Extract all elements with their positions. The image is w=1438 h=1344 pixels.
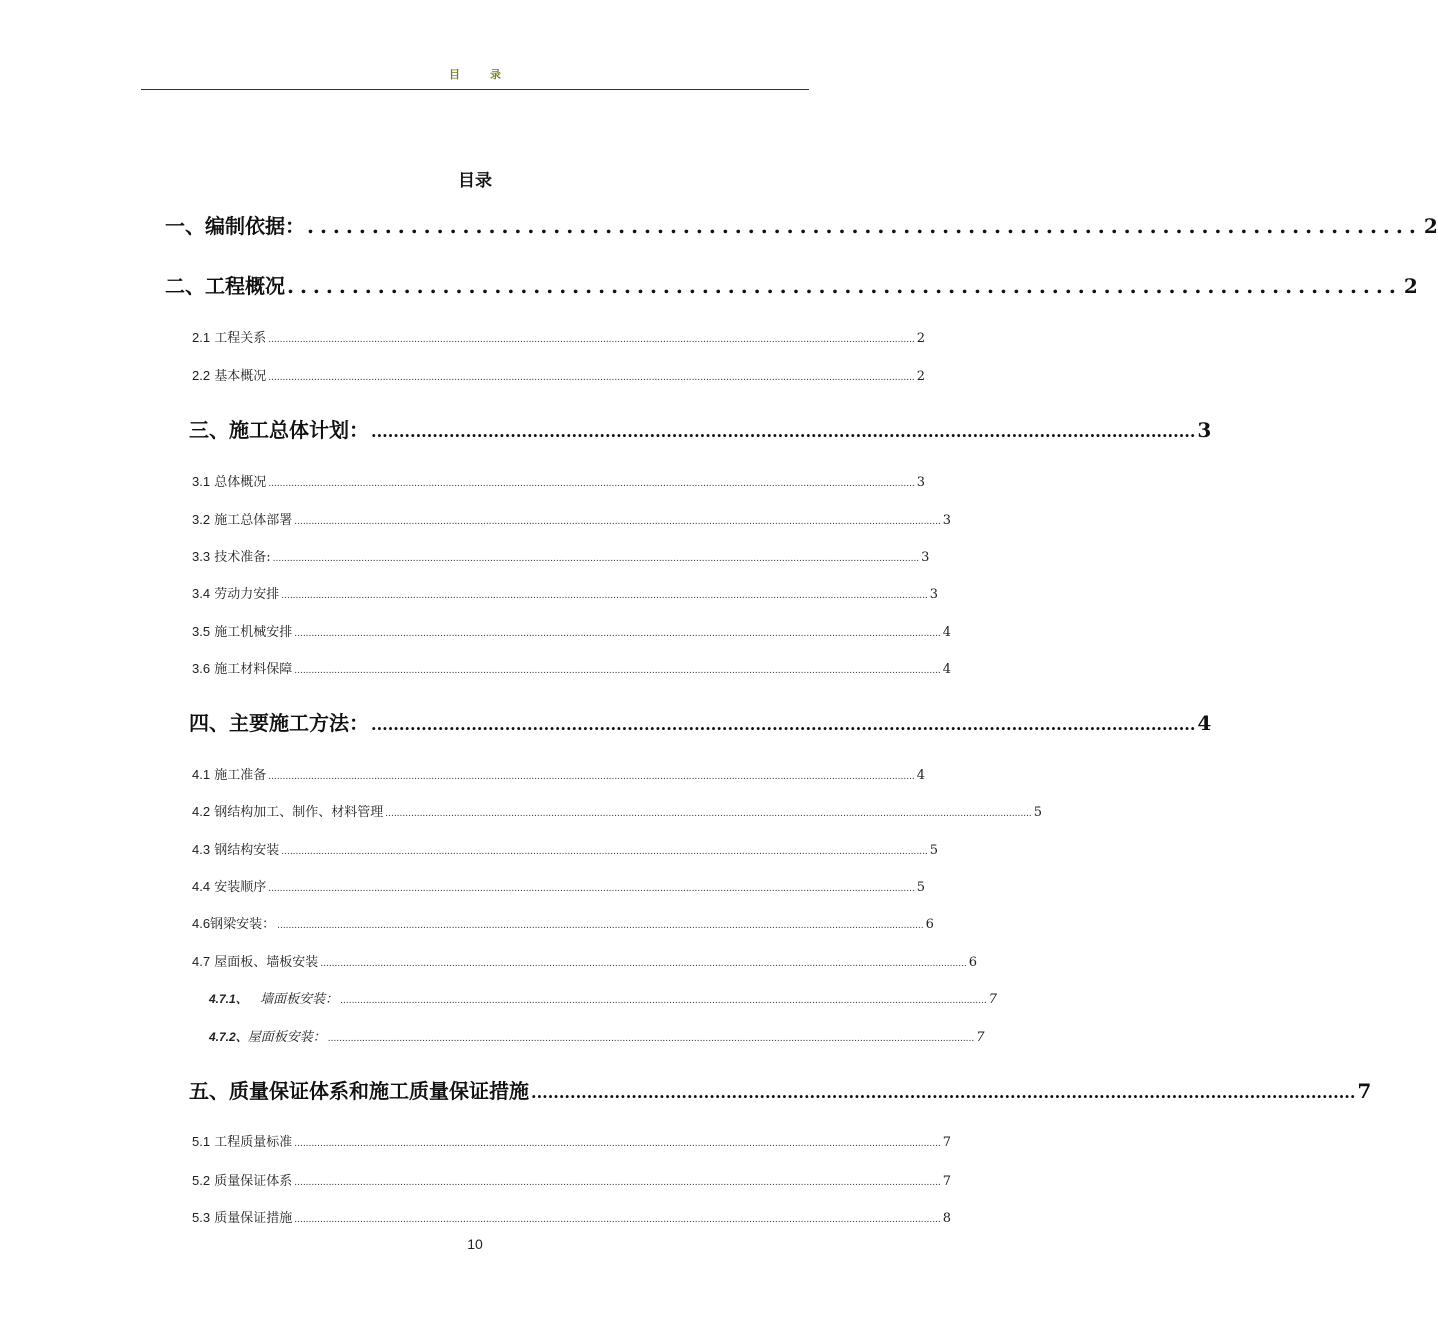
toc-leader-dots: .................................................................................................................................................................................................................................. — [340, 996, 987, 1006]
toc-entry-page: 4 — [1197, 711, 1212, 735]
toc-leader-dots: .................................................................................................................................................................................................................................. — [268, 373, 915, 383]
toc-entry-label: 工程质量标准 — [214, 1135, 293, 1150]
toc-entry-4-1[interactable] — [192, 764, 926, 783]
toc-leader-dots: ...................................................................................... — [287, 274, 1402, 298]
toc-entry-section-4[interactable] — [189, 707, 1212, 736]
toc-entry-page: 7 — [976, 1030, 985, 1045]
toc-entry-label: 技术准备: — [214, 550, 271, 565]
toc-entry-page: 5 — [916, 880, 926, 895]
toc-entry-2-1[interactable] — [192, 327, 926, 346]
toc-leader-dots: .................................................................................................................................................... — [531, 1083, 1356, 1102]
toc-entry-page: 7 — [942, 1135, 952, 1150]
toc-entry-3-4[interactable] — [192, 583, 939, 602]
toc-entry-page: 6 — [968, 955, 978, 970]
toc-entry-number: 3.3 — [192, 549, 211, 564]
toc-entry-number: 4.3 — [192, 842, 211, 857]
toc-entry-section-3[interactable] — [189, 414, 1212, 443]
toc-entry-number: 4.7.2、 — [209, 1030, 248, 1044]
toc-entry-number: 4.7 — [192, 954, 211, 969]
toc-entry-number: 5.1 — [192, 1134, 211, 1149]
toc-entry-section-1[interactable] — [165, 210, 1438, 239]
toc-entry-label: 施工准备 — [214, 768, 267, 783]
toc-entry-label: 施工材料保障 — [214, 662, 293, 677]
toc-entry-number: 3.4 — [192, 586, 211, 601]
page-number: 10 — [467, 1236, 483, 1252]
toc-entry-label: 钢梁安装： — [210, 917, 276, 932]
toc-entry-label: 钢结构加工、制作、材料管理 — [214, 805, 384, 820]
toc-entry-label: 施工总体部署 — [214, 513, 293, 528]
toc-leader-dots: .................................................................................................................................................................................................................................. — [294, 1215, 941, 1225]
toc-leader-dots: .................................................................................................................................................... — [371, 422, 1196, 441]
toc-entry-number: 3.2 — [192, 512, 211, 527]
toc-leader-dots: ...................................................................................... — [307, 214, 1422, 238]
toc-leader-dots: .................................................................................................................................................................................................................................. — [272, 554, 920, 564]
toc-entry-5-1[interactable] — [192, 1131, 952, 1150]
toc-entry-label: 二、工程概况 — [165, 274, 285, 298]
toc-entry-page: 3 — [916, 475, 926, 490]
toc-leader-dots: .................................................................................................................................................................................................................................. — [281, 847, 928, 857]
toc-entry-3-6[interactable] — [192, 658, 952, 677]
running-header — [0, 66, 950, 82]
toc-entry-label: 五、质量保证体系和施工质量保证措施 — [189, 1079, 529, 1103]
toc-entry-4-3[interactable] — [192, 839, 939, 858]
toc-entry-label: 施工机械安排 — [214, 625, 293, 640]
toc-entry-number: 2.2 — [192, 368, 211, 383]
toc-leader-dots: .................................................................................................................................................................................................................................. — [327, 1034, 975, 1044]
toc-entry-page: 2 — [1403, 274, 1418, 298]
toc-entry-label: 四、主要施工方法： — [189, 711, 369, 735]
toc-leader-dots: .................................................................................................................................................................................................................................. — [294, 517, 941, 527]
toc-entry-label: 一、编制依据： — [165, 214, 305, 238]
toc-entry-page: 2 — [916, 331, 926, 346]
toc-entry-label: 质量保证体系 — [214, 1174, 293, 1189]
toc-leader-dots: .................................................................................................................................................................................................................................. — [268, 479, 915, 489]
toc-entry-label: 三、施工总体计划： — [189, 418, 369, 442]
toc-leader-dots: .................................................................................................................................................................................................................................. — [385, 809, 1032, 819]
toc-entry-page: 7 — [942, 1174, 952, 1189]
toc-leader-dots: .................................................................................................................................................................................................................................. — [268, 335, 915, 345]
toc-entry-4-7-1[interactable] — [209, 988, 997, 1007]
toc-entry-number: 3.6 — [192, 661, 211, 676]
toc-entry-page: 2 — [1423, 214, 1438, 238]
toc-entry-label: 质量保证措施 — [214, 1211, 293, 1226]
toc-entry-label: 工程关系 — [214, 331, 267, 346]
toc-entry-page: 5 — [929, 843, 939, 858]
toc-leader-dots: .................................................................................................................................................................................................................................. — [294, 1178, 941, 1188]
toc-entry-label: 劳动力安排 — [214, 587, 280, 602]
header-right-char: 录 — [490, 68, 501, 81]
toc-entry-label: 屋面板、墙板安装 — [214, 955, 319, 970]
toc-entry-page: 4 — [942, 662, 952, 677]
toc-entry-label: 总体概况 — [214, 475, 267, 490]
toc-entry-4-7-2[interactable] — [209, 1026, 985, 1045]
header-left-char: 目 — [449, 68, 460, 81]
toc-entry-section-2[interactable] — [165, 270, 1418, 299]
toc-entry-page: 4 — [916, 768, 926, 783]
toc-entry-number: 3.1 — [192, 474, 211, 489]
toc-entry-3-3[interactable] — [192, 546, 930, 565]
toc-entry-number: 4.4 — [192, 879, 211, 894]
toc-leader-dots: .................................................................................................................................................................................................................................. — [281, 591, 928, 601]
toc-entry-page: 3 — [942, 513, 952, 528]
toc-leader-dots: .................................................................................................................................................... — [371, 715, 1196, 734]
toc-leader-dots: .................................................................................................................................................................................................................................. — [320, 959, 967, 969]
toc-entry-label: 基本概况 — [214, 369, 267, 384]
toc-entry-number: 3.5 — [192, 624, 211, 639]
toc-entry-label: 墙面板安装： — [260, 992, 339, 1007]
toc-entry-2-2[interactable] — [192, 365, 926, 384]
toc-entry-4-2[interactable] — [192, 801, 1043, 820]
toc-entry-3-2[interactable] — [192, 509, 952, 528]
toc-entry-label: 屋面板安装： — [247, 1030, 326, 1045]
toc-entry-number: 2.1 — [192, 330, 211, 345]
toc-entry-page: 3 — [1197, 418, 1212, 442]
toc-entry-number: 4.6 — [192, 916, 211, 931]
toc-entry-page: 4 — [942, 625, 952, 640]
toc-entry-4-7[interactable] — [192, 951, 978, 970]
toc-entry-page: 5 — [1033, 805, 1043, 820]
toc-entry-page: 7 — [1357, 1079, 1372, 1103]
toc-entry-4-4[interactable] — [192, 876, 926, 895]
toc-entry-label: 钢结构安装 — [214, 843, 280, 858]
toc-entry-3-5[interactable] — [192, 621, 952, 640]
header-rule — [141, 89, 809, 90]
toc-entry-number: 5.3 — [192, 1210, 211, 1225]
toc-leader-dots: .................................................................................................................................................................................................................................. — [294, 629, 941, 639]
toc-leader-dots: .................................................................................................................................................................................................................................. — [268, 884, 915, 894]
toc-entry-number: 4.1 — [192, 767, 211, 782]
toc-entry-4-6[interactable] — [192, 913, 934, 932]
toc-leader-dots: .................................................................................................................................................................................................................................. — [294, 666, 941, 676]
toc-entry-number: 4.2 — [192, 804, 211, 819]
toc-entry-page: 6 — [925, 917, 934, 932]
toc-title: 目录 — [458, 171, 492, 191]
toc-entry-3-1[interactable] — [192, 471, 926, 490]
toc-entry-page: 8 — [942, 1211, 952, 1226]
toc-entry-5-2[interactable] — [192, 1170, 952, 1189]
toc-entry-5-3[interactable] — [192, 1207, 952, 1226]
toc-entry-page: 3 — [929, 587, 939, 602]
toc-leader-dots: .................................................................................................................................................................................................................................. — [294, 1139, 941, 1149]
toc-entry-page: 3 — [921, 550, 930, 565]
toc-leader-dots: .................................................................................................................................................................................................................................. — [277, 921, 924, 931]
toc-leader-dots: .................................................................................................................................................................................................................................. — [268, 772, 915, 782]
toc-entry-label: 安装顺序 — [214, 880, 267, 895]
toc-entry-page: 2 — [916, 369, 926, 384]
toc-entry-page: 7 — [988, 992, 997, 1007]
toc-entry-number: 5.2 — [192, 1173, 211, 1188]
toc-entry-number: 4.7.1、 — [209, 992, 248, 1006]
toc-entry-section-5[interactable] — [189, 1075, 1372, 1104]
